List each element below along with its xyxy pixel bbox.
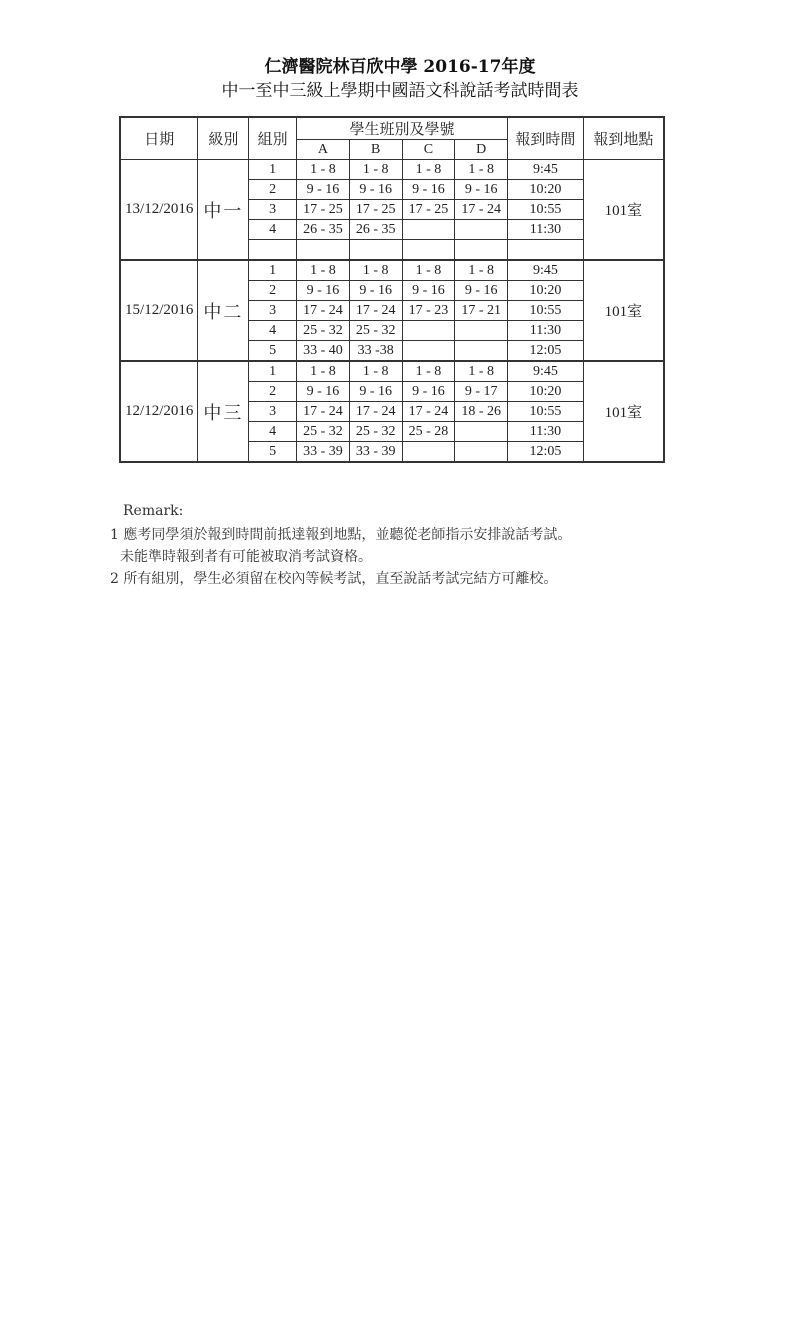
report-time-cell: 10:20 bbox=[508, 281, 584, 301]
class-c-cell: 9 - 16 bbox=[402, 382, 455, 402]
group-cell: 4 bbox=[249, 220, 297, 240]
report-time-cell: 11:30 bbox=[508, 422, 584, 442]
class-c-cell: 9 - 16 bbox=[402, 180, 455, 200]
class-d-cell: 1 - 8 bbox=[455, 361, 508, 382]
class-d-cell: 1 - 8 bbox=[455, 260, 508, 281]
class-a-cell: 9 - 16 bbox=[297, 281, 350, 301]
class-b-cell: 9 - 16 bbox=[349, 180, 402, 200]
class-d-cell: 17 - 24 bbox=[455, 200, 508, 220]
group-cell: 1 bbox=[249, 260, 297, 281]
class-b-cell: 25 - 32 bbox=[349, 422, 402, 442]
class-b-cell: 33 -38 bbox=[349, 341, 402, 362]
class-b-cell: 1 - 8 bbox=[349, 160, 402, 180]
class-a-cell: 1 - 8 bbox=[297, 160, 350, 180]
document-subtitle: 中一至中三級上學期中國語文科說話考試時間表 bbox=[221, 81, 579, 101]
class-d-cell bbox=[455, 321, 508, 341]
group-cell: 3 bbox=[249, 301, 297, 321]
level-cell: 中二 bbox=[198, 260, 249, 361]
class-a-cell: 33 - 40 bbox=[297, 341, 350, 362]
report-time-cell: 12:05 bbox=[508, 442, 584, 463]
report-time-cell: 9:45 bbox=[508, 260, 584, 281]
class-c-cell: 25 - 28 bbox=[402, 422, 455, 442]
group-cell: 1 bbox=[249, 361, 297, 382]
class-d-cell bbox=[455, 442, 508, 463]
class-d-cell: 18 - 26 bbox=[455, 402, 508, 422]
class-a-cell: 17 - 25 bbox=[297, 200, 350, 220]
class-d-cell bbox=[455, 422, 508, 442]
class-b-cell: 33 - 39 bbox=[349, 442, 402, 463]
report-place-cell: 101室 bbox=[583, 160, 664, 261]
class-c-cell bbox=[402, 220, 455, 240]
class-c-cell bbox=[402, 442, 455, 463]
report-time-cell: 9:45 bbox=[508, 160, 584, 180]
level-cell: 中一 bbox=[198, 160, 249, 261]
header-class-d: D bbox=[455, 140, 508, 160]
class-c-cell bbox=[402, 341, 455, 362]
header-group: 組別 bbox=[249, 117, 297, 160]
report-time-cell: 10:55 bbox=[508, 402, 584, 422]
group-cell: 5 bbox=[249, 341, 297, 362]
class-b-cell: 26 - 35 bbox=[349, 220, 402, 240]
group-cell: 1 bbox=[249, 160, 297, 180]
class-d-cell bbox=[455, 220, 508, 240]
group-cell: 4 bbox=[249, 321, 297, 341]
class-a-cell: 25 - 32 bbox=[297, 321, 350, 341]
class-c-cell bbox=[402, 240, 455, 261]
group-cell: 2 bbox=[249, 382, 297, 402]
group-cell: 5 bbox=[249, 442, 297, 463]
class-b-cell bbox=[349, 240, 402, 261]
class-c-cell: 17 - 23 bbox=[402, 301, 455, 321]
date-cell: 12/12/2016 bbox=[120, 361, 198, 462]
header-report-time: 報到時間 bbox=[508, 117, 584, 160]
class-a-cell: 26 - 35 bbox=[297, 220, 350, 240]
level-cell: 中三 bbox=[198, 361, 249, 462]
class-a-cell: 1 - 8 bbox=[297, 361, 350, 382]
remarks-section bbox=[110, 500, 571, 590]
class-c-cell bbox=[402, 321, 455, 341]
class-b-cell: 17 - 24 bbox=[349, 402, 402, 422]
class-c-cell: 1 - 8 bbox=[402, 260, 455, 281]
header-class-a: A bbox=[297, 140, 350, 160]
class-a-cell: 17 - 24 bbox=[297, 301, 350, 321]
class-d-cell bbox=[455, 240, 508, 261]
document-title: 仁濟醫院林百欣中學 2016-17年度 bbox=[264, 57, 536, 77]
header-class-b: B bbox=[349, 140, 402, 160]
header-class-c: C bbox=[402, 140, 455, 160]
schedule-table bbox=[119, 116, 665, 463]
header-report-place: 報到地點 bbox=[583, 117, 664, 160]
schedule-row bbox=[120, 260, 664, 281]
class-b-cell: 1 - 8 bbox=[349, 260, 402, 281]
class-d-cell bbox=[455, 341, 508, 362]
class-b-cell: 17 - 24 bbox=[349, 301, 402, 321]
class-d-cell: 9 - 16 bbox=[455, 180, 508, 200]
header-class-number: 學生班別及學號 bbox=[297, 117, 508, 140]
schedule-row bbox=[120, 361, 664, 382]
report-time-cell: 10:55 bbox=[508, 200, 584, 220]
class-c-cell: 17 - 24 bbox=[402, 402, 455, 422]
date-cell: 13/12/2016 bbox=[120, 160, 198, 261]
class-b-cell: 17 - 25 bbox=[349, 200, 402, 220]
group-cell: 3 bbox=[249, 200, 297, 220]
class-d-cell: 9 - 17 bbox=[455, 382, 508, 402]
class-a-cell: 17 - 24 bbox=[297, 402, 350, 422]
date-cell: 15/12/2016 bbox=[120, 260, 198, 361]
remark-item-1: 1 應考同學須於報到時間前抵達報到地點，並聽從老師指示安排說話考試。 bbox=[110, 527, 572, 543]
class-b-cell: 25 - 32 bbox=[349, 321, 402, 341]
class-d-cell: 1 - 8 bbox=[455, 160, 508, 180]
report-time-cell: 9:45 bbox=[508, 361, 584, 382]
class-a-cell: 9 - 16 bbox=[297, 382, 350, 402]
class-c-cell: 1 - 8 bbox=[402, 160, 455, 180]
class-d-cell: 17 - 21 bbox=[455, 301, 508, 321]
class-c-cell: 1 - 8 bbox=[402, 361, 455, 382]
class-b-cell: 1 - 8 bbox=[349, 361, 402, 382]
class-b-cell: 9 - 16 bbox=[349, 382, 402, 402]
report-place-cell: 101室 bbox=[583, 260, 664, 361]
report-time-cell: 11:30 bbox=[508, 321, 584, 341]
class-a-cell bbox=[297, 240, 350, 261]
class-c-cell: 9 - 16 bbox=[402, 281, 455, 301]
report-time-cell: 10:20 bbox=[508, 180, 584, 200]
report-place-cell: 101室 bbox=[583, 361, 664, 462]
schedule-row bbox=[120, 160, 664, 180]
class-c-cell: 17 - 25 bbox=[402, 200, 455, 220]
class-a-cell: 25 - 32 bbox=[297, 422, 350, 442]
group-cell bbox=[249, 240, 297, 261]
remark-item-2: 2 所有組別，學生必須留在校內等候考試，直至說話考試完結方可離校。 bbox=[110, 571, 558, 587]
report-time-cell: 10:55 bbox=[508, 301, 584, 321]
report-time-cell bbox=[508, 240, 584, 261]
header-date: 日期 bbox=[120, 117, 198, 160]
group-cell: 2 bbox=[249, 281, 297, 301]
class-a-cell: 33 - 39 bbox=[297, 442, 350, 463]
report-time-cell: 10:20 bbox=[508, 382, 584, 402]
group-cell: 3 bbox=[249, 402, 297, 422]
class-a-cell: 1 - 8 bbox=[297, 260, 350, 281]
header-level: 級別 bbox=[198, 117, 249, 160]
class-a-cell: 9 - 16 bbox=[297, 180, 350, 200]
class-d-cell: 9 - 16 bbox=[455, 281, 508, 301]
remarks-heading: Remark: bbox=[123, 503, 184, 519]
group-cell: 4 bbox=[249, 422, 297, 442]
group-cell: 2 bbox=[249, 180, 297, 200]
report-time-cell: 11:30 bbox=[508, 220, 584, 240]
report-time-cell: 12:05 bbox=[508, 341, 584, 362]
class-b-cell: 9 - 16 bbox=[349, 281, 402, 301]
remark-item-1-continued: 未能準時報到者有可能被取消考試資格。 bbox=[120, 549, 372, 565]
